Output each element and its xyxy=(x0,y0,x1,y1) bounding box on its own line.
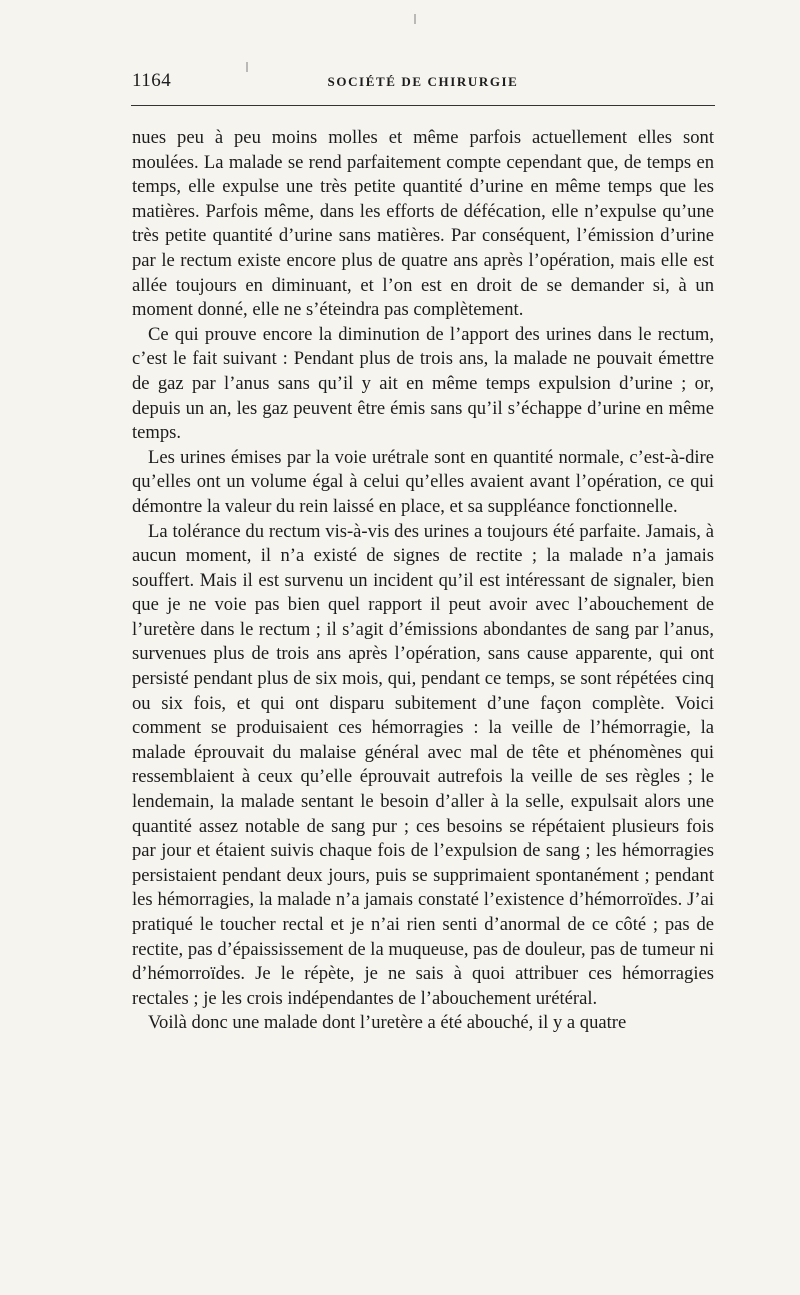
paragraph: Les urines émises par la voie urétrale sont en quantité normale, c’est-à-dire qu’elles ont un volume égal à celui qu’elles avaient avant l’opération, ce qui démontre la valeur du rein laissé en place, et sa suppléance fonctionnelle. xyxy=(132,446,714,517)
speck-mark xyxy=(414,14,416,24)
page-header xyxy=(132,70,714,98)
paragraph: Voilà donc une malade dont l’uretère a été abouché, il y a quatre xyxy=(148,1012,627,1034)
paragraph: La tolérance du rectum vis-à-vis des urines a toujours été parfaite. Jamais, à aucun moment, il n’a existé de signes de rectite ; la malade n’a jamais souffert. Mais il est survenu un incident qu’il est intéressant de signaler, bien que je ne voie pas bien quel rapport il peut avoir avec l’abouchement de l’uretère dans le rectum ; il s’agit d’émissions abondantes de sang par l’anus, survenues plus de trois ans après l’opération, sans cause apparente, qui ont persisté pendant plus de six mois, qui, pendant ce temps, se sont répétées cinq ou six fois, et qui ont disparu subitement d’une façon complète. Voici comment se produisaient ces hémorragies : la veille de l’hémorragie, la malade éprouvait du malaise général avec mal de tête et phénomènes qui ressemblaient à ceux qu’elle éprouvait autrefois la veille de ses règles ; le lendemain, la malade sentant le besoin d’aller à la selle, expulsait alors une quantité assez notable de sang pur ; ces besoins se répétaient plusieurs fois par jour et étaient suivis chaque fois de l’expulsion de sang ; les hémorragies persistaient pendant deux jours, puis se supprimaient spontanément ; pendant les hémorragies, la malade n’a jamais constaté l’existence d’hémorroïdes. J’ai pratiqué le toucher rectal et je n’ai rien senti d’anormal de ce côté ; pas de rectite, pas d’épaississement de la muqueuse, pas de douleur, pas de tumeur ni d’hémorroïdes. Je le répète, je ne sais à quoi attribuer ces hémorragies rectales ; je les crois indépendantes de l’abouchement urétéral. xyxy=(132,520,714,1009)
body-text xyxy=(132,126,714,1036)
header-rule xyxy=(131,105,715,106)
paragraph: Ce qui prouve encore la diminution de l’apport des urines dans le rectum, c’est le fait suivant : Pendant plus de trois ans, la malade ne pouvait émettre de gaz par l’anus sans qu’il y ait en même temps expulsion d’urine ; or, depuis un an, les gaz peuvent être émis sans qu’il s’échappe d’urine en même temps. xyxy=(132,323,714,444)
running-head: SOCIÉTÉ DE CHIRURGIE xyxy=(327,74,519,89)
paragraph: nues peu à peu moins molles et même parfois actuellement elles sont moulées. La malade se rend parfaitement compte cependant que, de temps en temps, elle expulse une très petite quantité d’urine en même temps que les matières. Parfois même, dans les efforts de défécation, elle n’expulse qu’une très petite quantité d’urine sans matières. Par conséquent, l’émission d’urine par le rectum existe encore plus de quatre ans après l’opération, mais elle est allée toujours en diminuant, et l’on est en droit de se demander si, à un moment donné, elle ne s’éteindra pas complètement. xyxy=(132,127,714,321)
page-number: 1164 xyxy=(132,70,172,91)
